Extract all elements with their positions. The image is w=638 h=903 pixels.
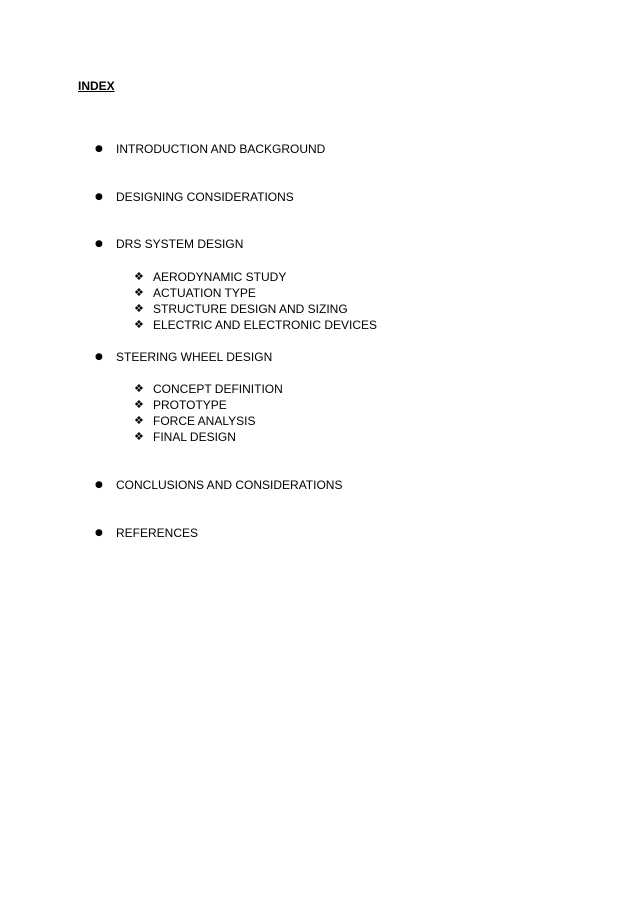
- diamond-bullet-icon: ❖: [134, 286, 144, 299]
- index-subitem-label: ELECTRIC AND ELECTRONIC DEVICES: [153, 318, 378, 332]
- bullet-icon: ●: [95, 192, 103, 202]
- bullet-icon: ●: [95, 528, 103, 538]
- index-item-label: CONCLUSIONS AND CONSIDERATIONS: [116, 478, 343, 492]
- diamond-bullet-icon: ❖: [134, 318, 144, 331]
- diamond-bullet-icon: ❖: [134, 398, 144, 411]
- index-item-label: DRS SYSTEM DESIGN: [116, 237, 244, 251]
- diamond-bullet-icon: ❖: [134, 302, 144, 315]
- index-subitem-label: CONCEPT DEFINITION: [153, 382, 283, 396]
- index-title: INDEX: [78, 79, 115, 93]
- bullet-icon: ●: [95, 144, 103, 154]
- bullet-icon: ●: [95, 352, 103, 362]
- bullet-icon: ●: [95, 480, 103, 490]
- index-subitem-label: PROTOTYPE: [153, 398, 227, 412]
- diamond-bullet-icon: ❖: [134, 270, 144, 283]
- index-item-label: INTRODUCTION AND BACKGROUND: [116, 142, 326, 156]
- index-subitem-label: ACTUATION TYPE: [153, 286, 256, 300]
- diamond-bullet-icon: ❖: [134, 382, 144, 395]
- index-subitem-label: STRUCTURE DESIGN AND SIZING: [153, 302, 348, 316]
- index-item-label: DESIGNING CONSIDERATIONS: [116, 190, 294, 204]
- diamond-bullet-icon: ❖: [134, 414, 144, 427]
- index-subitem-label: AERODYNAMIC STUDY: [153, 270, 287, 284]
- index-item-label: STEERING WHEEL DESIGN: [116, 350, 273, 364]
- index-subitem-label: FORCE ANALYSIS: [153, 414, 256, 428]
- index-item-label: REFERENCES: [116, 526, 199, 540]
- bullet-icon: ●: [95, 239, 103, 249]
- index-subitem-label: FINAL DESIGN: [153, 430, 236, 444]
- diamond-bullet-icon: ❖: [134, 430, 144, 443]
